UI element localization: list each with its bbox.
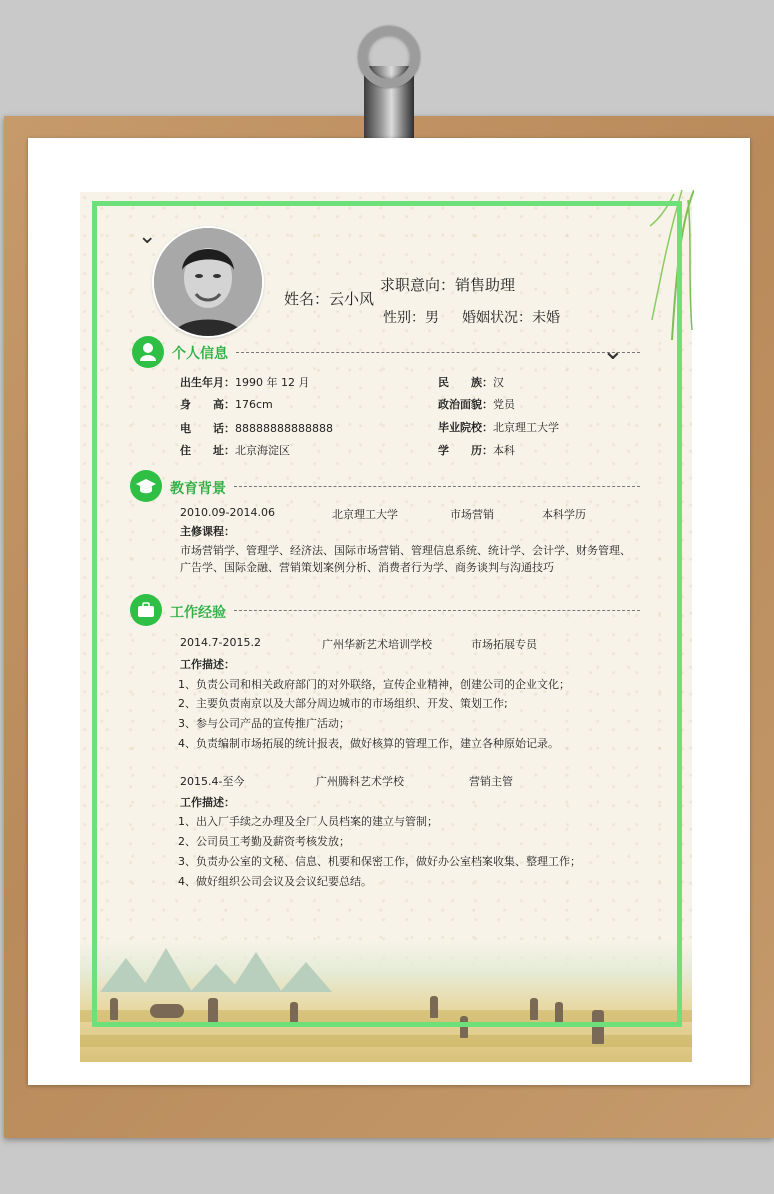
job-desc-line: 4、负责编制市场拓展的统计报表，做好核算的管理工作，建立各种原始记录。 [178,737,559,750]
info-school [438,419,559,435]
job-desc-label: 工作描述： [180,658,235,671]
courses-label: 主修课程： [180,525,235,538]
name-label: 姓名：云小风 [284,290,375,308]
gender-label: 性别：男 [383,310,439,326]
job-desc-label: 工作描述： [180,796,235,809]
info-label: 电 话： [180,422,235,435]
info-label: 毕业院校： [438,421,493,434]
info-political [438,396,515,412]
info-label: 民 族： [438,376,493,389]
info-birth [180,374,309,390]
section-title-personal: 个人信息 [172,346,228,362]
info-phone [180,420,333,436]
section-divider [236,352,640,353]
info-value: 本科 [493,444,515,457]
section-divider [234,610,640,611]
job-desc-line: 3、负责办公室的文秘、信息、机要和保密工作，做好办公室档案收集、整理工作； [178,855,581,868]
job-desc-line: 2、公司员工考勤及薪资考核发放； [178,835,350,848]
section-divider [234,486,640,487]
info-value: 北京理工大学 [493,421,559,434]
education-period: 2010.09-2014.06 [180,506,275,519]
info-degree [438,442,515,458]
job-company: 广州腾科艺术学校 [316,775,404,788]
courses-line: 市场营销学、管理学、经济法、国际市场营销、管理信息系统、统计学、会计学、财务管理、 [180,544,631,557]
job-intention-label: 求职意向：销售助理 [380,276,516,294]
job-desc-line: 2、主要负责南京以及大部分周边城市的市场组织、开发、策划工作; [178,697,508,710]
job-company: 广州华新艺术培训学校 [322,638,432,651]
job-period: 2014.7-2015.2 [180,636,261,649]
info-address [180,442,290,458]
education-major: 市场营销 [450,508,494,521]
job-desc-line: 1、出入厂手续之办理及全厂人员档案的建立与管制； [178,815,438,828]
portrait-photo [154,228,262,336]
avatar [154,228,262,336]
info-label: 政治面貌： [438,398,493,411]
briefcase-icon [130,594,162,626]
marriage-status-label: 婚姻状况：未婚 [462,310,560,326]
job-position: 市场拓展专员 [471,638,537,651]
info-label: 出生年月： [180,376,235,389]
binder-clip-ring [358,26,420,88]
job-desc-line: 3、参与公司产品的宣传推广活动； [178,717,350,730]
info-ethnicity [438,374,504,390]
info-value: 1990 年 12 月 [235,376,310,389]
job-desc-line: 4、做好组织公司会议及会议纪要总结。 [178,875,372,888]
section-title-work: 工作经验 [170,605,226,621]
info-value: 88888888888888 [235,422,333,435]
job-position: 营销主管 [469,775,513,788]
education-school: 北京理工大学 [332,508,398,521]
swallow-bird-icon: ⌄ [138,224,157,249]
info-value: 党员 [493,398,515,411]
info-value: 北京海淀区 [235,444,290,457]
info-label: 住 址： [180,444,235,457]
section-title-education: 教育背景 [170,481,226,497]
person-icon [132,336,164,368]
info-value: 汉 [493,376,504,389]
info-label: 身 高： [180,398,235,411]
education-degree: 本科学历 [542,508,586,521]
job-period: 2015.4-至今 [180,775,245,788]
graduation-cap-icon [130,470,162,502]
job-desc-line: 1、负责公司和相关政府部门的对外联络，宣传企业精神，创建公司的企业文化； [178,678,570,691]
swallow-bird-icon: ⌄ [602,336,624,366]
info-label: 学 历： [438,444,493,457]
info-height [180,396,273,412]
courses-line: 广告学、国际金融、营销策划案例分析、消费者行为学、商务谈判与沟通技巧 [180,561,554,574]
info-value: 176cm [235,398,273,411]
